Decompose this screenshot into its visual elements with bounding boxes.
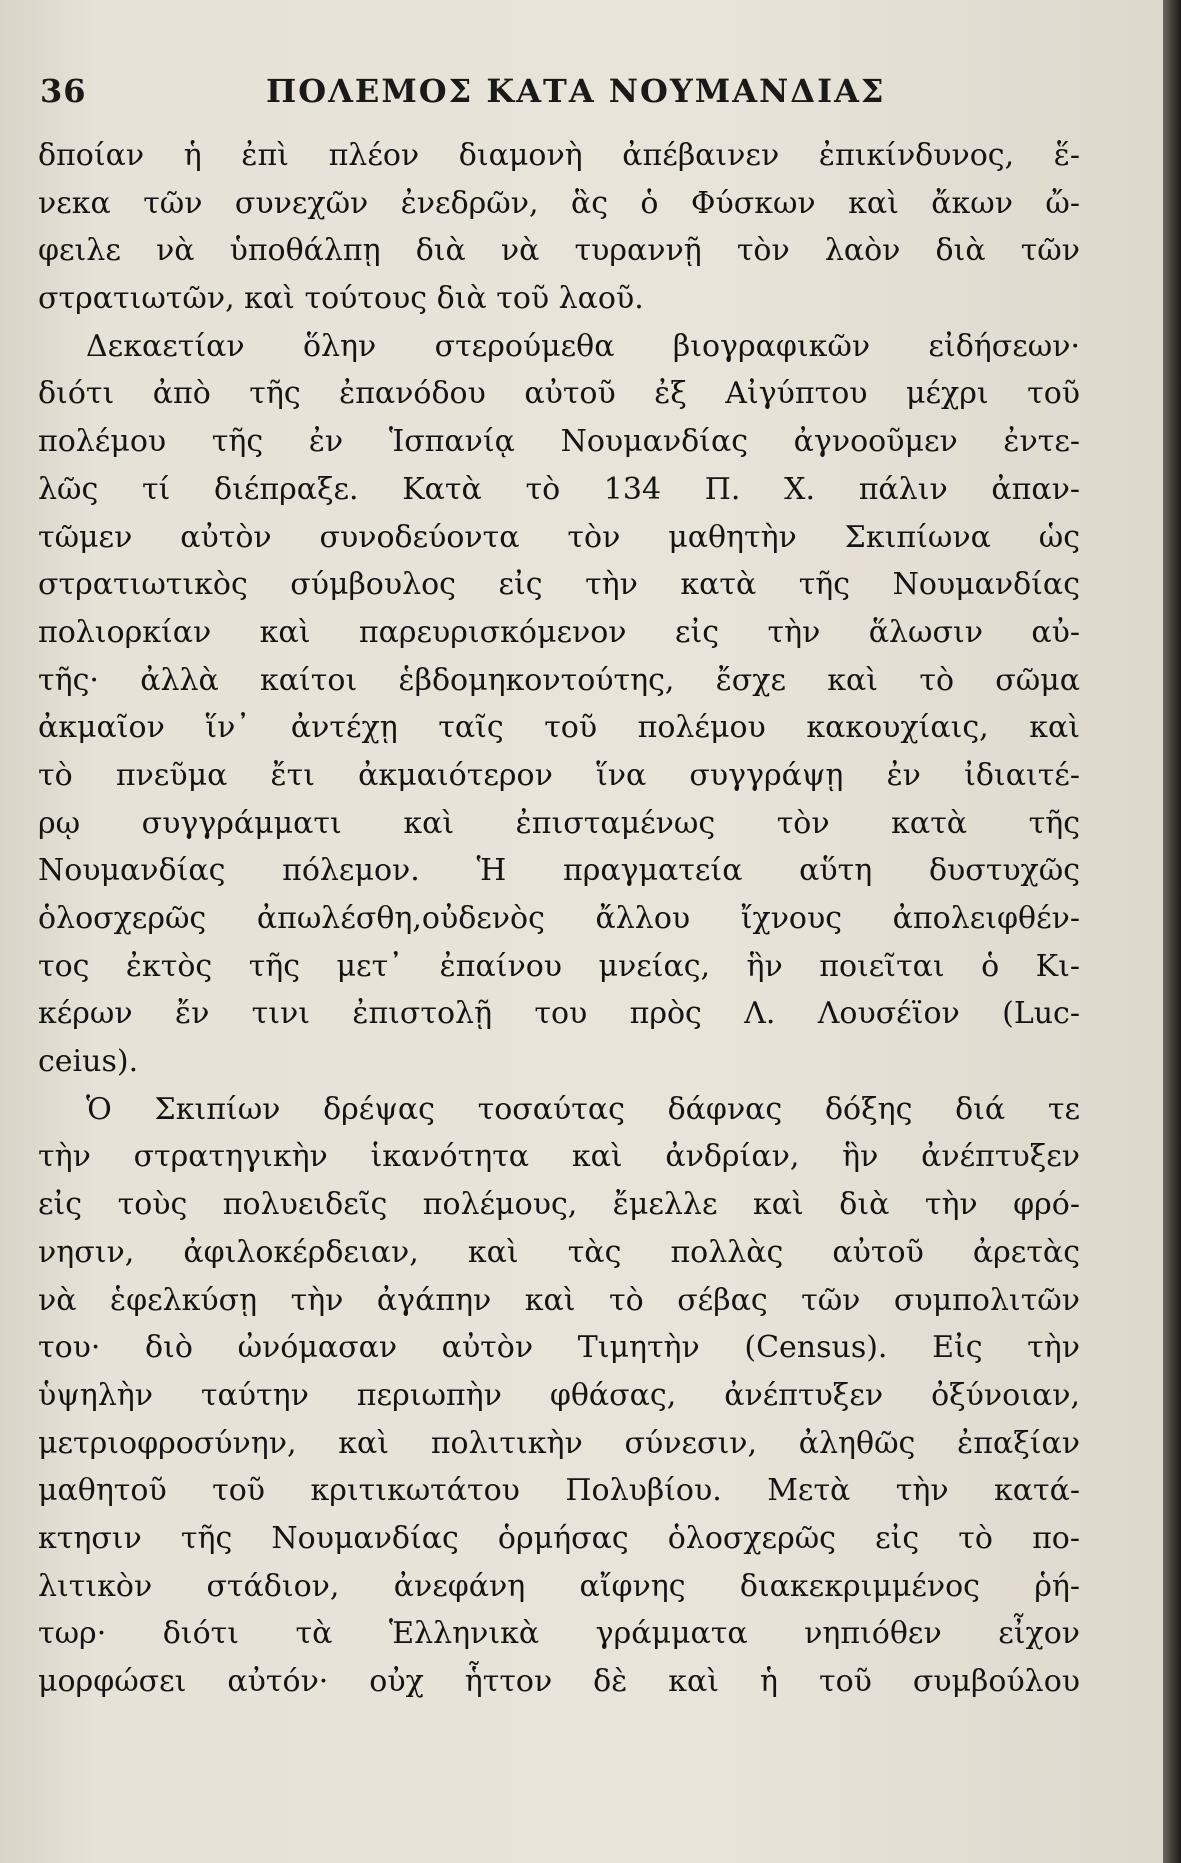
text-line: τος ἐκτὸς τῆς μετ᾽ ἐπαίνου μνείας, ἣν ποιεῖται ὁ Κι- [38, 948, 1080, 984]
page-header [40, 72, 1080, 124]
text-line: ὑψηλὴν ταύτην περιωπὴν φθάσας, ἀνέπτυξεν ὀξύνοιαν, [38, 1377, 1080, 1413]
text-line: τωρ· διότι τὰ Ἑλληνικὰ γράμματα νηπιόθεν εἶχον [38, 1616, 1080, 1652]
text-line: ὁλοσχερῶς ἀπωλέσθη,οὐδενὸς ἄλλου ἴχνους ἀπολειφθέν- [38, 901, 1080, 936]
text-line: διότι ἀπὸ τῆς ἐπανόδου αὐτοῦ ἐξ Αἰγύπτου μέχρι τοῦ [38, 376, 1080, 412]
text-line: κτησιν τῆς Νουμανδίας ὁρμήσας ὁλοσχερῶς εἰς τὸ πο- [38, 1520, 1080, 1556]
text-line: κέρων ἔν τινι ἐπιστολῇ του πρὸς Λ. Λουσέϊον (Luc- [38, 996, 1080, 1032]
text-line: πολιορκίαν καὶ παρευρισκόμενον εἰς τὴν ἅλωσιν αὐ- [38, 614, 1080, 650]
text-line: Ὁ Σκιπίων δρέψας τοσαύτας δάφνας δόξης διά τε [86, 1091, 1080, 1127]
text-line: νεκα τῶν συνεχῶν ἐνεδρῶν, ἃς ὁ Φύσκων καὶ ἄκων ὤ- [38, 185, 1080, 221]
text-line: νησιν, ἀφιλοκέρδειαν, καὶ τὰς πολλὰς αὐτοῦ ἀρετὰς [38, 1234, 1080, 1270]
text-line: μετριοφροσύνην, καὶ πολιτικὴν σύνεσιν, ἀληθῶς ἐπαξίαν [38, 1425, 1080, 1461]
text-line: τὴν στρατηγικὴν ἱκανότητα καὶ ἀνδρίαν, ἣν ἀνέπτυξεν [38, 1139, 1080, 1175]
running-title: ΠΟΛΕΜΟΣ ΚΑΤΑ ΝΟΥΜΑΝΔΙΑΣ [266, 72, 886, 110]
text-line: του· διὸ ὠνόμασαν αὐτὸν Τιμητὴν (Census). Εἰς τὴν [38, 1330, 1080, 1366]
page-number: 36 [40, 72, 87, 110]
text-line: ρῳ συγγράμματι καὶ ἐπισταμένως τὸν κατὰ τῆς [38, 805, 1080, 841]
text-line: τῆς· ἀλλὰ καίτοι ἑβδομηκοντούτης, ἔσχε καὶ τὸ σῶμα [38, 662, 1080, 698]
text-line: λιτικὸν στάδιον, ἀνεφάνη αἴφνης διακεκριμμένος ῥή- [38, 1568, 1080, 1604]
text-line: τὸ πνεῦμα ἔτι ἀκμαιότερον ἵνα συγγράψῃ ἐν ἰδιαιτέ- [38, 757, 1080, 793]
text-line: πολέμου τῆς ἐν Ἱσπανίᾳ Νουμανδίας ἀγνοοῦμεν ἐντε- [38, 424, 1080, 460]
page-edge-shadow [1163, 0, 1181, 1863]
text-line: λῶς τί διέπραξε. Κατὰ τὸ 134 Π. Χ. πάλιν ἀπαν- [38, 471, 1080, 507]
text-line: εἰς τοὺς πολυειδεῖς πολέμους, ἔμελλε καὶ διὰ τὴν φρό- [38, 1187, 1080, 1223]
text-line: δποίαν ἡ ἐπὶ πλέον διαμονὴ ἀπέβαινεν ἐπικίνδυνος, ἕ- [38, 138, 1080, 173]
text-line: μορφώσει αὐτόν· οὐχ ἧττον δὲ καὶ ἡ τοῦ συμβούλου [38, 1664, 1080, 1699]
text-line: Δεκαετίαν ὅλην στερούμεθα βιογραφικῶν εἰδήσεων· [86, 328, 1080, 364]
text-line: ceius). [38, 1044, 139, 1080]
text-line: ἀκμαῖον ἵν᾽ ἀντέχῃ ταῖς τοῦ πολέμου κακουχίαις, καὶ [38, 710, 1080, 746]
text-line: φειλε νὰ ὑποθάλπῃ διὰ νὰ τυραννῇ τὸν λαὸν διὰ τῶν [38, 233, 1080, 269]
text-line: μαθητοῦ τοῦ κριτικωτάτου Πολυβίου. Μετὰ τὴν κατά- [38, 1473, 1080, 1509]
text-line: στρατιωτικὸς σύμβουλος εἰς τὴν κατὰ τῆς Νουμανδίας [38, 567, 1080, 603]
text-line: στρατιωτῶν, καὶ τούτους διὰ τοῦ λαοῦ. [38, 281, 644, 317]
body-text [38, 132, 1080, 1706]
text-line: τῶμεν αὐτὸν συνοδεύοντα τὸν μαθητὴν Σκιπίωνα ὡς [38, 519, 1080, 555]
text-line: Νουμανδίας πόλεμον. Ἡ πραγματεία αὕτη δυστυχῶς [38, 853, 1080, 889]
text-line: νὰ ἑφελκύσῃ τὴν ἀγάπην καὶ τὸ σέβας τῶν συμπολιτῶν [38, 1282, 1080, 1318]
